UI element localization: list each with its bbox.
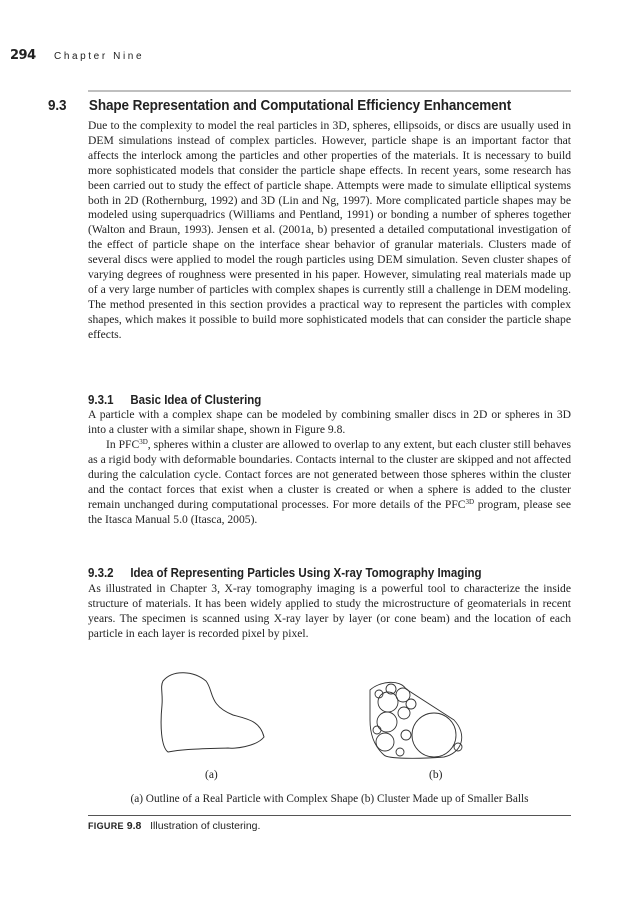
particle-outline [161, 673, 264, 752]
cluster-ball [373, 726, 381, 734]
cluster-balls [370, 682, 462, 758]
cluster-ball [454, 743, 462, 751]
page-header [10, 48, 575, 68]
figure-sub-caption: (a) Outline of a Real Particle with Complex Shape (b) Cluster Made up of Smaller Balls [130, 793, 529, 805]
text-run: program, please see the Itasca Manual 5.0 (Itasca, 2005). [88, 497, 571, 526]
figure-caption-text: Illustration of clustering. [150, 820, 261, 832]
cluster-ball [406, 699, 416, 709]
superscript: 3D [139, 438, 148, 446]
section-heading [48, 98, 541, 114]
figure-label-b: (b) [429, 769, 443, 781]
cluster-ball [401, 730, 411, 740]
figure-9-8 [88, 665, 571, 800]
cluster-ball [412, 713, 456, 757]
superscript: 3D [465, 497, 475, 506]
figure-label-a: (a) [205, 769, 218, 781]
subsection2-paragraph: As illustrated in Chapter 3, X-ray tomography imaging is a powerful tool to characterize the inside structure of materials. It has been widely applied to study the microstructure of geomaterials in recent years. The specimen is scanned using X-ray layer by layer (or cone beam) and the location of each particle in each layer is recorded pixel by pixel. [88, 582, 571, 640]
subsection-heading-1 [88, 393, 261, 407]
figure-caption [88, 820, 260, 832]
subsection-number-1: 9.3.1 [88, 393, 114, 407]
subsection-number-2: 9.3.2 [88, 566, 114, 580]
figure-illustration [88, 665, 571, 800]
figure-caption-number: 9.8 [126, 820, 142, 832]
subsection-heading-2 [88, 566, 482, 580]
subsection-title-1: Basic Idea of Clustering [130, 393, 262, 407]
section-divider [88, 90, 571, 92]
running-head-chapter: Chapter Nine [54, 51, 145, 62]
page-number: 294 [10, 48, 36, 63]
section-paragraph: Due to the complexity to model the real particles in 3D, spheres, ellipsoids, or discs are usually used in DEM simulations instead of complex particles. However, particle shape is an important factor that affects the interlock among the particles and other properties of the materials. It is necessary to build more sophisticated models that consider the particle shape effects. In recent years, some research has been carried out to study the effect of particle shape. Attempts were made to simulate elliptical systems both in 2D (Rothernburg, 1992) and 3D (Lin and Ng, 1997). More complicated particle shapes may be modeled using superquadrics (Williams and Pentland, 1991) or bonding a number of spheres together (Walton and Braun, 1993). Jensen et al. (2001a, b) presented a detailed computational investigation of the effect of particle shape on the interface shear behavior of granular materials. Clusters made of several discs were applied to model the rough particles using DEM simulation. Seven cluster shapes of varying degrees of roughness were presented in his paper. However, simulating real materials made up of a very large number of particles with complex shapes is currently still a challenge in DEM modeling. The method presented in this section provides a practical way to represent the particles with complex shapes, which makes it possible to build more sophisticated models that can consider the particle shape effects. [88, 119, 571, 341]
text-run: , spheres within a cluster are allowed to overlap to any extent, but each cluster still behaves as a rigid body with deformable boundaries. Contacts internal to the cluster are skipped and not affected during the calculation cycle. Contact forces are not generated between those spheres within the cluster and the contact forces that exist when a cluster is created or when a sphere is added to the cluster remain unchanged during computational processes. For more details of the PFC [88, 438, 572, 511]
cluster-ball [378, 692, 398, 712]
subsection1-paragraph-1: A particle with a complex shape can be modeled by combining smaller discs in 2D or spheres in 3D into a cluster with a similar shape, shown in Figure 9.8. [88, 408, 571, 436]
caption-rule [88, 815, 571, 816]
section-title: Shape Representation and Computational Efficiency Enhancement [88, 98, 512, 114]
cluster-ball [396, 748, 404, 756]
cluster-ball [398, 707, 410, 719]
cluster-ball [376, 733, 394, 751]
text-run: In PFC [106, 438, 140, 451]
figure-caption-word: FIGURE [88, 821, 124, 831]
subsection1-paragraph-2 [88, 438, 571, 527]
subsection-title-2: Idea of Representing Particles Using X-ray Tomography Imaging [130, 566, 482, 580]
cluster-ball [377, 712, 397, 732]
section-number: 9.3 [48, 98, 67, 114]
